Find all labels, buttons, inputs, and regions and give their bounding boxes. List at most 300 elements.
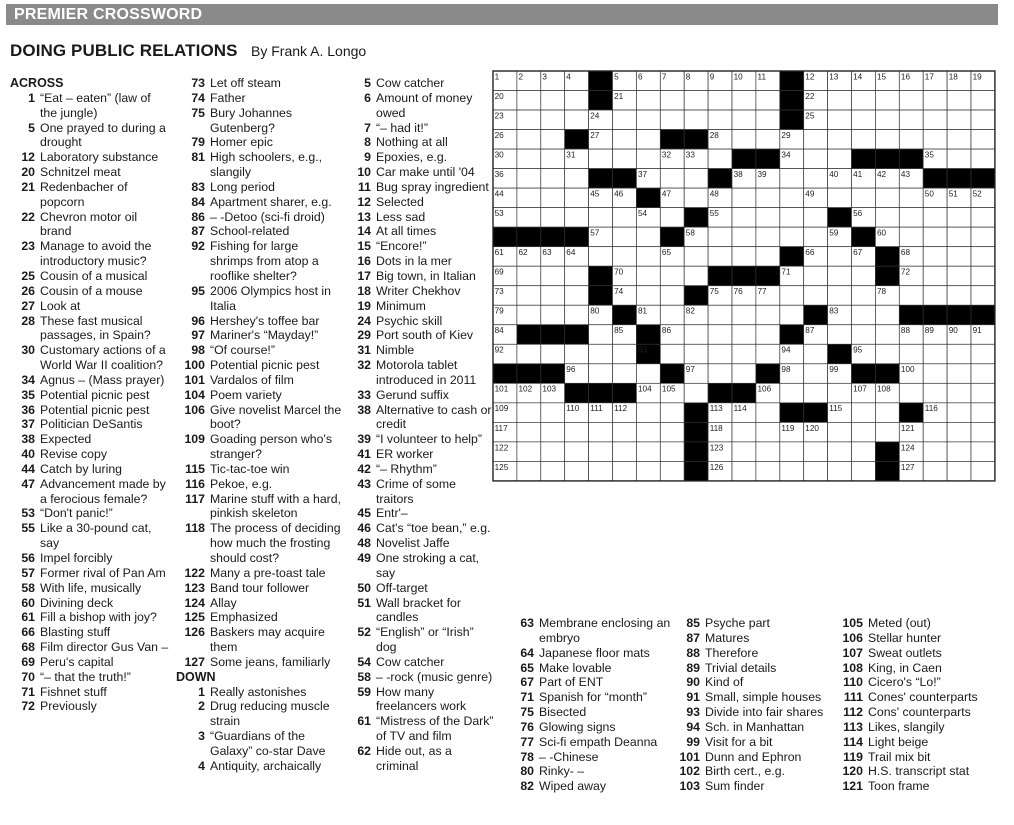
grid-cell[interactable]: [852, 130, 876, 150]
cell-number: 17: [924, 72, 934, 82]
grid-cell[interactable]: [923, 383, 947, 403]
grid-cell[interactable]: [613, 247, 637, 267]
grid-cell[interactable]: [923, 422, 947, 442]
grid-cell[interactable]: [517, 442, 541, 462]
clue-text: Nothing at all: [376, 135, 448, 150]
grid-cell[interactable]: [565, 461, 589, 481]
cell-number: 38: [733, 170, 743, 179]
grid-cell[interactable]: [804, 227, 828, 247]
grid-cell[interactable]: [613, 461, 637, 481]
grid-cell[interactable]: [589, 442, 613, 462]
clue-text: Sweat outlets: [868, 645, 942, 660]
grid-cell[interactable]: [923, 130, 947, 150]
grid-cell[interactable]: [780, 383, 804, 403]
grid-cell[interactable]: [899, 383, 923, 403]
clue-number: 126: [184, 625, 205, 640]
grid-cell[interactable]: [947, 247, 971, 267]
grid-cell[interactable]: [517, 110, 541, 130]
clue-text: Visit for a bit: [705, 734, 773, 749]
clue-number: 17: [357, 268, 371, 283]
cell-number: 49: [805, 189, 815, 199]
clue-text: Cousin of a musical: [40, 268, 148, 283]
grid-cell[interactable]: [517, 286, 541, 306]
grid-cell[interactable]: [684, 266, 708, 286]
grid-cell[interactable]: [828, 461, 852, 481]
grid-cell[interactable]: [852, 91, 876, 111]
black-square: [684, 442, 708, 462]
grid-cell[interactable]: [732, 461, 756, 481]
grid-cell[interactable]: [756, 208, 780, 228]
grid-cell[interactable]: [565, 91, 589, 111]
grid-cell[interactable]: [947, 364, 971, 384]
grid-cell[interactable]: [732, 442, 756, 462]
grid-cell[interactable]: [780, 442, 804, 462]
grid-cell[interactable]: [756, 325, 780, 345]
grid-cell[interactable]: [589, 247, 613, 267]
grid-cell[interactable]: [541, 442, 565, 462]
grid-cell[interactable]: [517, 461, 541, 481]
grid-cell[interactable]: [780, 286, 804, 306]
grid-cell[interactable]: [756, 247, 780, 267]
grid-cell[interactable]: [517, 344, 541, 364]
grid-cell[interactable]: [541, 91, 565, 111]
grid-cell[interactable]: [947, 208, 971, 228]
grid-cell[interactable]: [828, 188, 852, 208]
grid-cell[interactable]: [947, 91, 971, 111]
black-square: [565, 130, 589, 150]
grid-cell[interactable]: [804, 364, 828, 384]
grid-cell[interactable]: [947, 286, 971, 306]
grid-cell[interactable]: [756, 91, 780, 111]
grid-cell[interactable]: [589, 422, 613, 442]
grid-cell[interactable]: [636, 461, 660, 481]
clue-number: 72: [21, 699, 35, 714]
grid-cell[interactable]: [565, 442, 589, 462]
clue-text: Make lovable: [539, 660, 612, 675]
grid-cell[interactable]: [947, 110, 971, 130]
cell-number: 97: [685, 365, 695, 375]
grid-cell[interactable]: [684, 91, 708, 111]
grid-cell[interactable]: [708, 344, 732, 364]
grid-cell[interactable]: [804, 169, 828, 189]
grid-cell[interactable]: [517, 208, 541, 228]
grid-cell[interactable]: [636, 266, 660, 286]
grid-cell[interactable]: [732, 325, 756, 345]
grid-cell[interactable]: [756, 461, 780, 481]
grid-cell[interactable]: [756, 422, 780, 442]
grid-cell[interactable]: [923, 461, 947, 481]
grid-cell[interactable]: [517, 403, 541, 423]
grid-cell[interactable]: [684, 383, 708, 403]
grid-cell[interactable]: [541, 110, 565, 130]
grid-cell[interactable]: [517, 266, 541, 286]
clue-number: 65: [520, 660, 534, 675]
grid-cell[interactable]: [875, 130, 899, 150]
grid-cell[interactable]: [541, 188, 565, 208]
clue-number: 91: [686, 690, 700, 705]
grid-cell[interactable]: [828, 130, 852, 150]
grid-cell[interactable]: [971, 266, 995, 286]
clue-text: Japanese floor mats: [539, 645, 650, 660]
grid-cell[interactable]: [899, 286, 923, 306]
grid-cell[interactable]: [899, 188, 923, 208]
grid-cell[interactable]: [852, 442, 876, 462]
grid-cell[interactable]: [947, 266, 971, 286]
clue-text: “Mistress of the Dark” of TV and film: [376, 714, 494, 744]
grid-cell[interactable]: [828, 286, 852, 306]
grid-cell[interactable]: [732, 305, 756, 325]
grid-cell[interactable]: [613, 364, 637, 384]
grid-cell[interactable]: [875, 305, 899, 325]
grid-cell[interactable]: [613, 130, 637, 150]
grid-cell[interactable]: [541, 208, 565, 228]
grid-cell[interactable]: [756, 227, 780, 247]
grid-cell[interactable]: [708, 227, 732, 247]
black-square: [780, 247, 804, 267]
grid-cell[interactable]: [923, 227, 947, 247]
cell-number: 64: [566, 248, 576, 258]
grid-cell[interactable]: [971, 110, 995, 130]
grid-cell[interactable]: [589, 461, 613, 481]
grid-cell[interactable]: [708, 305, 732, 325]
cell-number: 58: [685, 228, 695, 238]
grid-cell[interactable]: [565, 169, 589, 189]
grid-cell[interactable]: [804, 344, 828, 364]
black-square: [636, 188, 660, 208]
grid-cell[interactable]: [660, 266, 684, 286]
grid-cell[interactable]: [541, 461, 565, 481]
grid-cell[interactable]: [613, 422, 637, 442]
grid-cell[interactable]: [947, 383, 971, 403]
clue-text: Fishnet stuff: [40, 684, 107, 699]
grid-cell[interactable]: [780, 188, 804, 208]
grid-cell[interactable]: [971, 422, 995, 442]
grid-cell[interactable]: [613, 442, 637, 462]
grid-cell[interactable]: [589, 325, 613, 345]
grid-cell[interactable]: [756, 442, 780, 462]
grid-cell[interactable]: [541, 130, 565, 150]
grid-cell[interactable]: [732, 208, 756, 228]
grid-cell[interactable]: [923, 286, 947, 306]
grid-cell[interactable]: [636, 91, 660, 111]
cell-number: 29: [781, 130, 791, 140]
grid-cell[interactable]: [660, 286, 684, 306]
grid-cell[interactable]: [899, 344, 923, 364]
grid-cell[interactable]: [756, 110, 780, 130]
grid-cell[interactable]: [541, 422, 565, 442]
grid-cell[interactable]: [852, 325, 876, 345]
grid-cell[interactable]: [565, 344, 589, 364]
black-square: [565, 227, 589, 247]
grid-cell[interactable]: [828, 383, 852, 403]
grid-cell[interactable]: [947, 403, 971, 423]
grid-cell[interactable]: [517, 422, 541, 442]
grid-cell[interactable]: [899, 91, 923, 111]
grid-cell[interactable]: [828, 247, 852, 267]
grid-cell[interactable]: [660, 344, 684, 364]
grid-cell[interactable]: [541, 403, 565, 423]
grid-cell[interactable]: [875, 344, 899, 364]
grid-cell[interactable]: [565, 422, 589, 442]
grid-cell[interactable]: [804, 266, 828, 286]
grid-cell[interactable]: [565, 208, 589, 228]
grid-cell[interactable]: [541, 169, 565, 189]
grid-cell[interactable]: [756, 344, 780, 364]
grid-cell[interactable]: [971, 149, 995, 169]
banner-title: PREMIER CROSSWORD: [14, 6, 203, 23]
grid-cell[interactable]: [971, 286, 995, 306]
grid-cell[interactable]: [852, 403, 876, 423]
clue-number: 49: [357, 551, 371, 565]
grid-cell[interactable]: [684, 169, 708, 189]
grid-cell[interactable]: [708, 247, 732, 267]
grid-cell[interactable]: [899, 130, 923, 150]
grid-cell[interactable]: [541, 344, 565, 364]
grid-cell[interactable]: [875, 188, 899, 208]
grid-cell[interactable]: [541, 286, 565, 306]
grid-cell[interactable]: [852, 305, 876, 325]
grid-cell[interactable]: [923, 442, 947, 462]
clue-number: 114: [843, 734, 863, 749]
grid-cell[interactable]: [971, 227, 995, 247]
grid-cell[interactable]: [899, 110, 923, 130]
grid-cell[interactable]: [613, 110, 637, 130]
grid-cell[interactable]: [517, 169, 541, 189]
grid-cell[interactable]: [804, 461, 828, 481]
grid-cell[interactable]: [756, 305, 780, 325]
clue-text: Membrane enclosing an embryo: [539, 616, 671, 645]
grid-cell[interactable]: [517, 91, 541, 111]
black-square: [517, 364, 541, 384]
grid-cell[interactable]: [828, 91, 852, 111]
cell-number: 72: [900, 267, 911, 277]
grid-cell[interactable]: [971, 364, 995, 384]
cell-number: 23: [494, 111, 504, 121]
clue-number: 92: [191, 239, 205, 254]
cell-number: 8: [685, 72, 691, 82]
grid-cell[interactable]: [780, 461, 804, 481]
grid-cell[interactable]: [828, 325, 852, 345]
cell-number: 24: [590, 111, 600, 121]
grid-cell[interactable]: [971, 91, 995, 111]
grid-cell[interactable]: [852, 266, 876, 286]
grid-cell[interactable]: [565, 305, 589, 325]
grid-cell[interactable]: [828, 266, 852, 286]
black-square: [756, 364, 780, 384]
grid-cell[interactable]: [565, 188, 589, 208]
clue-number: 119: [843, 749, 863, 764]
grid-cell[interactable]: [852, 286, 876, 306]
grid-cell[interactable]: [828, 110, 852, 130]
grid-cell[interactable]: [636, 247, 660, 267]
cell-number: 104: [638, 384, 652, 394]
grid-cell[interactable]: [804, 149, 828, 169]
grid-cell[interactable]: [565, 110, 589, 130]
grid-cell[interactable]: [828, 149, 852, 169]
grid-cell[interactable]: [923, 208, 947, 228]
grid-cell[interactable]: [732, 188, 756, 208]
grid-cell[interactable]: [660, 91, 684, 111]
grid-cell[interactable]: [636, 403, 660, 423]
grid-cell[interactable]: [875, 403, 899, 423]
grid-cell[interactable]: [660, 208, 684, 228]
grid-cell[interactable]: [684, 188, 708, 208]
grid-cell[interactable]: [947, 422, 971, 442]
grid-cell[interactable]: [947, 227, 971, 247]
grid-cell[interactable]: [780, 227, 804, 247]
grid-cell[interactable]: [684, 344, 708, 364]
black-square: [875, 247, 899, 267]
grid-cell[interactable]: [541, 149, 565, 169]
grid-cell[interactable]: [636, 364, 660, 384]
grid-cell[interactable]: [875, 91, 899, 111]
grid-cell[interactable]: [804, 130, 828, 150]
grid-cell[interactable]: [756, 130, 780, 150]
clue-text: “– Rhythm”: [376, 461, 437, 476]
grid-cell[interactable]: [636, 286, 660, 306]
grid-cell[interactable]: [660, 169, 684, 189]
grid-cell[interactable]: [756, 403, 780, 423]
grid-cell[interactable]: [636, 442, 660, 462]
grid-cell[interactable]: [852, 110, 876, 130]
grid-cell[interactable]: [923, 91, 947, 111]
grid-cell[interactable]: [923, 247, 947, 267]
grid-cell[interactable]: [780, 305, 804, 325]
grid-cell[interactable]: [852, 422, 876, 442]
grid-cell[interactable]: [708, 364, 732, 384]
grid-cell[interactable]: [660, 422, 684, 442]
clue-text: Agnus – (Mass prayer): [40, 372, 165, 387]
clue-number: 28: [21, 313, 35, 328]
grid-cell[interactable]: [636, 422, 660, 442]
grid-cell[interactable]: [804, 383, 828, 403]
grid-cell[interactable]: [589, 344, 613, 364]
grid-cell[interactable]: [875, 325, 899, 345]
grid-cell[interactable]: [660, 305, 684, 325]
grid-cell[interactable]: [947, 130, 971, 150]
grid-cell[interactable]: [923, 344, 947, 364]
clue-text: Sch. in Manhattan: [705, 719, 805, 734]
grid-cell[interactable]: [589, 364, 613, 384]
grid-cell[interactable]: [804, 442, 828, 462]
grid-cell[interactable]: [875, 208, 899, 228]
grid-cell[interactable]: [589, 208, 613, 228]
grid-cell[interactable]: [899, 208, 923, 228]
grid-cell[interactable]: [947, 442, 971, 462]
cell-number: 32: [661, 150, 672, 160]
grid-cell[interactable]: [613, 227, 637, 247]
clue-number: 26: [21, 283, 35, 298]
grid-cell[interactable]: [589, 149, 613, 169]
grid-cell[interactable]: [923, 266, 947, 286]
grid-cell[interactable]: [541, 266, 565, 286]
grid-cell[interactable]: [732, 364, 756, 384]
grid-cell[interactable]: [875, 422, 899, 442]
grid-cell[interactable]: [684, 110, 708, 130]
grid-cell[interactable]: [971, 461, 995, 481]
grid-cell[interactable]: [732, 91, 756, 111]
grid-cell[interactable]: [660, 110, 684, 130]
grid-cell[interactable]: [660, 403, 684, 423]
cell-number: 11: [757, 72, 766, 82]
grid-cell[interactable]: [923, 364, 947, 384]
clue-number: 50: [357, 580, 371, 595]
grid-cell[interactable]: [971, 208, 995, 228]
grid-cell[interactable]: [899, 227, 923, 247]
grid-cell[interactable]: [613, 208, 637, 228]
grid-cell[interactable]: [565, 266, 589, 286]
grid-cell[interactable]: [732, 227, 756, 247]
grid-cell[interactable]: [732, 422, 756, 442]
grid-cell[interactable]: [828, 442, 852, 462]
grid-cell[interactable]: [780, 208, 804, 228]
grid-cell[interactable]: [708, 149, 732, 169]
grid-cell[interactable]: [971, 442, 995, 462]
grid-cell[interactable]: [971, 383, 995, 403]
grid-cell[interactable]: [565, 286, 589, 306]
grid-cell[interactable]: [636, 110, 660, 130]
grid-cell[interactable]: [636, 130, 660, 150]
clue-number: 43: [357, 476, 371, 491]
grid-cell[interactable]: [947, 461, 971, 481]
grid-cell[interactable]: [852, 461, 876, 481]
grid-cell[interactable]: [517, 149, 541, 169]
cell-number: 59: [829, 228, 839, 238]
clue-text: “Eat – eaten” (law of the jungle): [40, 90, 151, 120]
grid-cell[interactable]: [923, 110, 947, 130]
grid-cell[interactable]: [636, 227, 660, 247]
grid-cell[interactable]: [517, 305, 541, 325]
grid-cell[interactable]: [732, 130, 756, 150]
cell-number: 123: [709, 443, 724, 453]
grid-cell[interactable]: [613, 149, 637, 169]
cell-number: 30: [494, 150, 504, 160]
grid-cell[interactable]: [828, 422, 852, 442]
grid-cell[interactable]: [780, 169, 804, 189]
grid-cell[interactable]: [947, 344, 971, 364]
grid-cell[interactable]: [660, 442, 684, 462]
grid-cell[interactable]: [852, 188, 876, 208]
clue-text: Many a pre-toast tale: [210, 565, 326, 580]
grid-cell[interactable]: [636, 149, 660, 169]
clue-text: Pekoe, e.g.: [210, 476, 273, 491]
grid-cell[interactable]: [756, 188, 780, 208]
cell-number: 122: [494, 443, 509, 453]
grid-cell[interactable]: [541, 305, 565, 325]
grid-cell[interactable]: [732, 344, 756, 364]
grid-cell[interactable]: [804, 286, 828, 306]
grid-cell[interactable]: [804, 208, 828, 228]
black-square: [852, 227, 876, 247]
grid-cell[interactable]: [708, 91, 732, 111]
grid-cell[interactable]: [684, 325, 708, 345]
grid-cell[interactable]: [660, 461, 684, 481]
grid-cell[interactable]: [613, 344, 637, 364]
grid-cell[interactable]: [971, 403, 995, 423]
grid-cell[interactable]: [971, 247, 995, 267]
grid-cell[interactable]: [732, 110, 756, 130]
grid-cell[interactable]: [517, 130, 541, 150]
grid-cell[interactable]: [732, 247, 756, 267]
grid-cell[interactable]: [708, 110, 732, 130]
grid-cell[interactable]: [708, 325, 732, 345]
grid-cell[interactable]: [971, 130, 995, 150]
grid-cell[interactable]: [971, 344, 995, 364]
grid-cell[interactable]: [517, 188, 541, 208]
grid-cell[interactable]: [875, 110, 899, 130]
grid-cell[interactable]: [684, 247, 708, 267]
grid-cell[interactable]: [947, 149, 971, 169]
